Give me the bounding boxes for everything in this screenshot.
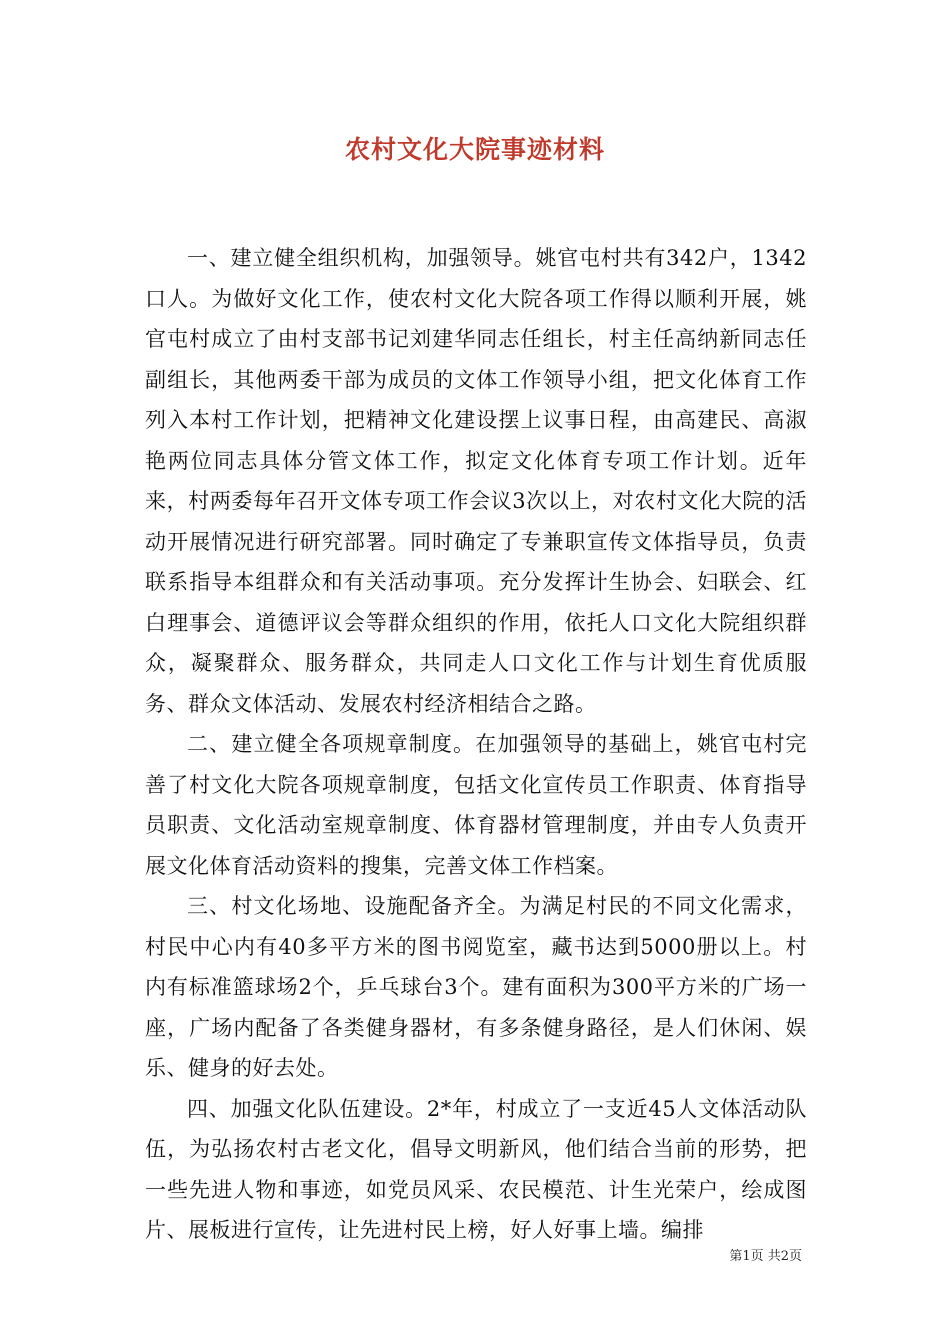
paragraph-4: 四、加强文化队伍建设。2*年，村成立了一支近45人文体活动队伍，为弘扬农村古老文化，倡导文明新风，他们结合当前的形势，把一些先进人物和事迹，如党员风采、农民模范、计生光荣户，绘成图片、展板进行宣传，让先进村民上榜，好人好事上墙。编排 (145, 1096, 807, 1242)
paragraph-2: 二、建立健全各项规章制度。在加强领导的基础上，姚官屯村完善了村文化大院各项规章制度，包括文化宣传员工作职责、体育指导员职责、文化活动室规章制度、体育器材管理制度，并由专人负责开展文化体育活动资料的搜集，完善文体工作档案。 (145, 732, 807, 878)
document-title: 农村文化大院事迹材料 (344, 135, 605, 164)
paragraph-1: 一、建立健全组织机构，加强领导。姚官屯村共有342户，1342口人。为做好文化工作，使农村文化大院各项工作得以顺利开展，姚官屯村成立了由村支部书记刘建华同志任组长，村主任高纳新同志任副组长，其他两委干部为成员的文体工作领导小组，把文化体育工作列入本村工作计划，把精神文化建设摆上议事日程，由高建民、高淑艳两位同志具体分管文体工作，拟定文化体育专项工作计划。近年来，村两委每年召开文体专项工作会议3次以上，对农村文化大院的活动开展情况进行研究部署。同时确定了专兼职宣传文体指导员，负责联系指导本组群众和有关活动事项。充分发挥计生协会、妇联会、红白理事会、道德评议会等群众组织的作用，依托人口文化大院组织群众，凝聚群众、服务群众，共同走人口文化工作与计划生育优质服务、群众文体活动、发展农村经济相结合之路。 (145, 246, 807, 716)
paragraph-3: 三、村文化场地、设施配备齐全。为满足村民的不同文化需求，村民中心内有40多平方米的图书阅览室，藏书达到5000册以上。村内有标准篮球场2个，乒乓球台3个。建有面积为300平方米的广场一座，广场内配备了各类健身器材，有多条健身路径，是人们休闲、娱乐、健身的好去处。 (145, 894, 807, 1080)
page-number: 第1页 共2页 (729, 1249, 802, 1264)
document-body (145, 238, 807, 1251)
